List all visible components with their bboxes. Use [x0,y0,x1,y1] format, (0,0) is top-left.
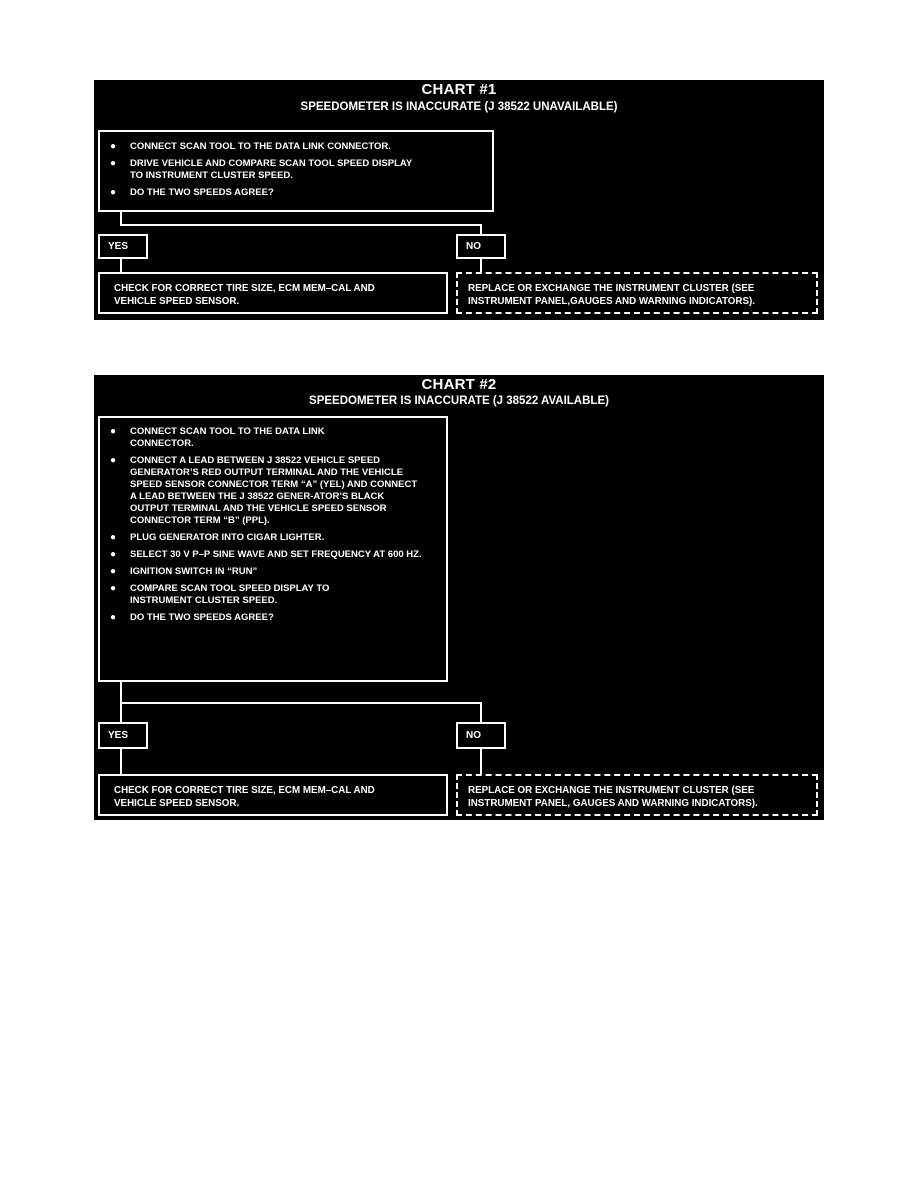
chart-2-no-result-box [456,774,818,816]
chart-1-procedure-box [98,130,494,212]
chart-1-steps [100,141,492,199]
list-item: ● DRIVE VEHICLE AND COMPARE SCAN TOOL SPEED DISPLAY TO INSTRUMENT CLUSTER SPEED. [110,158,413,181]
list-item: ● PLUG GENERATOR INTO CIGAR LIGHTER. [110,532,325,543]
bullet-icon: ● [110,141,117,152]
chart-1-no-result-box [456,272,818,314]
list-item: ● IGNITION SWITCH IN “RUN” [110,566,258,577]
chart-2-yes-label: YES [98,722,148,749]
bullet-icon: ● [110,532,117,543]
list-item: ● SELECT 30 V P–P SINE WAVE AND SET FREQUENCY AT 600 HZ. [110,549,422,560]
list-item: ● CONNECT SCAN TOOL TO THE DATA LINK CONNECTOR. [110,141,391,152]
list-item: ● DO THE TWO SPEEDS AGREE? [110,612,274,623]
bullet-icon: ● [110,566,117,577]
list-item: ● DO THE TWO SPEEDS AGREE? [110,187,274,198]
bullet-icon: ● [110,426,117,437]
chart-2-no-result: REPLACE OR EXCHANGE THE INSTRUMENT CLUSTER (SEE INSTRUMENT PANEL, GAUGES AND WARNING INDICATORS). [468,785,758,809]
list-item: ● COMPARE SCAN TOOL SPEED DISPLAY TO INSTRUMENT CLUSTER SPEED. [110,583,330,606]
bullet-icon: ● [110,583,117,594]
chart-1-title: CHART #1 [421,81,497,98]
connector-line [120,702,122,722]
chart-2-title: CHART #2 [421,376,497,393]
bullet-icon: ● [110,187,117,198]
chart-2-steps [100,426,446,624]
chart-2-no-label: NO [456,722,506,749]
chart-1-no-label: NO [456,234,506,259]
bullet-icon: ● [110,455,117,466]
bullet-icon: ● [110,549,117,560]
connector-line [120,702,482,704]
connector-line [480,224,482,234]
connector-line [120,224,482,226]
bullet-icon: ● [110,612,117,623]
chart-2-subtitle: SPEEDOMETER IS INACCURATE (J 38522 AVAILABLE) [309,395,609,407]
chart-1-yes-result-box [98,272,448,314]
connector-line [480,258,482,272]
list-item: ● CONNECT A LEAD BETWEEN J 38522 VEHICLE SPEED GENERATOR’S RED OUTPUT TERMINAL AND THE VEHICLE SPEED SENSOR CONNECTOR TERM “A” (YEL) AND CONNECT A LEAD BETWEEN THE J 38522 GENER-ATOR’S BLACK OUTPUT TERMINAL AND THE VEHICLE SPEED SENSOR CONNECTOR TERM “B” (PPL). [110,455,418,526]
chart-1 [94,80,824,320]
connector-line [480,748,482,774]
chart-1-yes-label: YES [98,234,148,259]
bullet-icon: ● [110,158,117,169]
chart-1-subtitle: SPEEDOMETER IS INACCURATE (J 38522 UNAVAILABLE) [300,101,618,113]
connector-line [480,702,482,722]
chart-2 [94,375,824,820]
connector-line [120,682,122,704]
list-item: ● CONNECT SCAN TOOL TO THE DATA LINK CONNECTOR. [110,426,325,449]
chart-2-procedure-box [98,416,448,682]
connector-line [120,258,122,272]
connector-line [120,748,122,774]
chart-1-no-result: REPLACE OR EXCHANGE THE INSTRUMENT CLUSTER (SEE INSTRUMENT PANEL,GAUGES AND WARNING INDICATORS). [468,283,756,307]
chart-2-yes-result-box [98,774,448,816]
chart-2-yes-result: CHECK FOR CORRECT TIRE SIZE, ECM MEM–CAL AND VEHICLE SPEED SENSOR. [114,785,375,809]
chart-1-yes-result: CHECK FOR CORRECT TIRE SIZE, ECM MEM–CAL AND VEHICLE SPEED SENSOR. [114,283,375,307]
